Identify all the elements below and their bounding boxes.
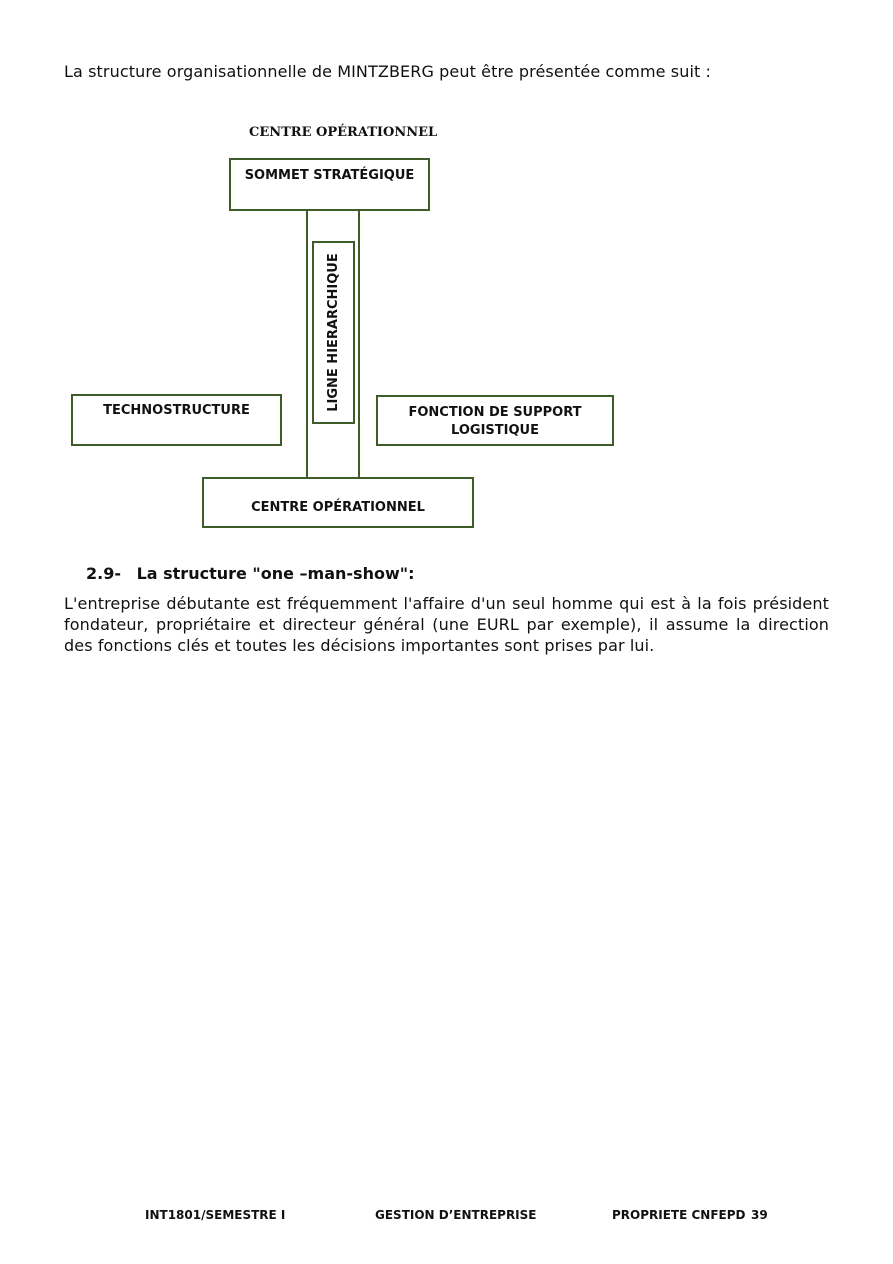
support-label-line1: FONCTION DE SUPPORT [408, 405, 582, 420]
sommet-label: SOMMET STRATÉGIQUE [244, 168, 415, 183]
trunk-line-left [306, 210, 308, 478]
section-paragraph: L'entreprise débutante est fréquemment l'affaire d'un seul homme qui est à la fois président fondateur, propriétaire et directeur général (une EURL par exemple), il assume la direction des fonctions clés et toutes les décisions importantes sont prises par lui. [64, 594, 829, 655]
box-fonction-support [376, 395, 614, 446]
footer-subject: GESTION D’ENTREPRISE [375, 1208, 537, 1222]
intro-text: La structure organisationnelle de MINTZBERG peut être présentée comme suit : [64, 62, 712, 81]
ligne-label: LIGNE HIERARCHIQUE [326, 253, 341, 412]
footer-page-number: 39 [751, 1208, 768, 1222]
diagram-caption: CENTRE OPÉRATIONNEL [249, 125, 438, 140]
section-number: 2.9- [86, 564, 121, 583]
footer-course: INT1801/SEMESTRE I [145, 1208, 286, 1222]
trunk-line-right [358, 210, 360, 478]
box-centre-operationnel [202, 477, 474, 528]
technostructure-label: TECHNOSTRUCTURE [103, 403, 250, 418]
box-technostructure [71, 394, 282, 446]
centre-label: CENTRE OPÉRATIONNEL [251, 500, 425, 515]
support-label-line2: LOGISTIQUE [451, 423, 539, 438]
footer-owner: PROPRIETE CNFEPD [612, 1208, 746, 1222]
section-heading [86, 564, 414, 583]
box-sommet-strategique [229, 158, 430, 211]
section-title: La structure "one –man-show": [136, 564, 415, 583]
